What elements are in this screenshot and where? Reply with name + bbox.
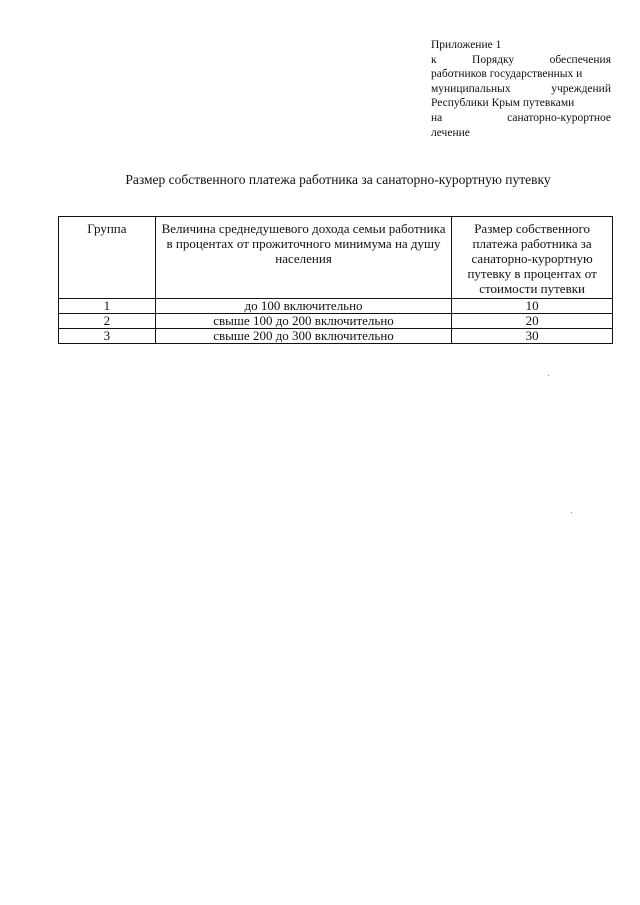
table-row	[59, 299, 613, 314]
scan-speck	[548, 375, 549, 376]
table-header-row	[59, 217, 613, 299]
appendix-line: Приложение 1	[431, 39, 502, 51]
appendix-word: Порядку	[472, 53, 515, 66]
header-income: Величина среднедушевого дохода семьи работника в процентах от прожиточного минимума на душу населения	[155, 217, 451, 299]
appendix-word: к	[431, 53, 437, 66]
scan-speck	[571, 512, 572, 513]
cell-income: до 100 включительно	[155, 299, 451, 314]
header-payment: Размер собственного платежа работника за санаторно-курортную путевку в процентах от стоимости путевки	[452, 217, 613, 299]
table-row	[59, 314, 613, 329]
appendix-word: муниципальных	[431, 82, 511, 95]
payment-table	[58, 216, 613, 344]
appendix-note	[431, 38, 611, 140]
appendix-line: лечение	[431, 126, 470, 139]
cell-income: свыше 100 до 200 включительно	[155, 314, 451, 329]
appendix-line: Республики Крым путевками	[431, 97, 575, 110]
appendix-word: обеспечения	[549, 53, 611, 66]
cell-group: 1	[59, 299, 156, 314]
appendix-word: на	[431, 111, 443, 124]
cell-group: 2	[59, 314, 156, 329]
header-group: Группа	[59, 217, 156, 299]
appendix-line: работников государственных и	[431, 68, 583, 81]
cell-group: 3	[59, 329, 156, 344]
table-row	[59, 329, 613, 344]
appendix-word: санаторно-курортное	[507, 111, 611, 124]
cell-payment: 30	[452, 329, 613, 344]
appendix-line	[431, 53, 611, 68]
appendix-line	[431, 82, 611, 97]
document-title: Размер собственного платежа работника за санаторно-курортную путевку	[125, 172, 551, 187]
cell-income: свыше 200 до 300 включительно	[155, 329, 451, 344]
cell-payment: 10	[452, 299, 613, 314]
cell-payment: 20	[452, 314, 613, 329]
appendix-word: учреждений	[551, 82, 611, 95]
appendix-line	[431, 111, 611, 126]
